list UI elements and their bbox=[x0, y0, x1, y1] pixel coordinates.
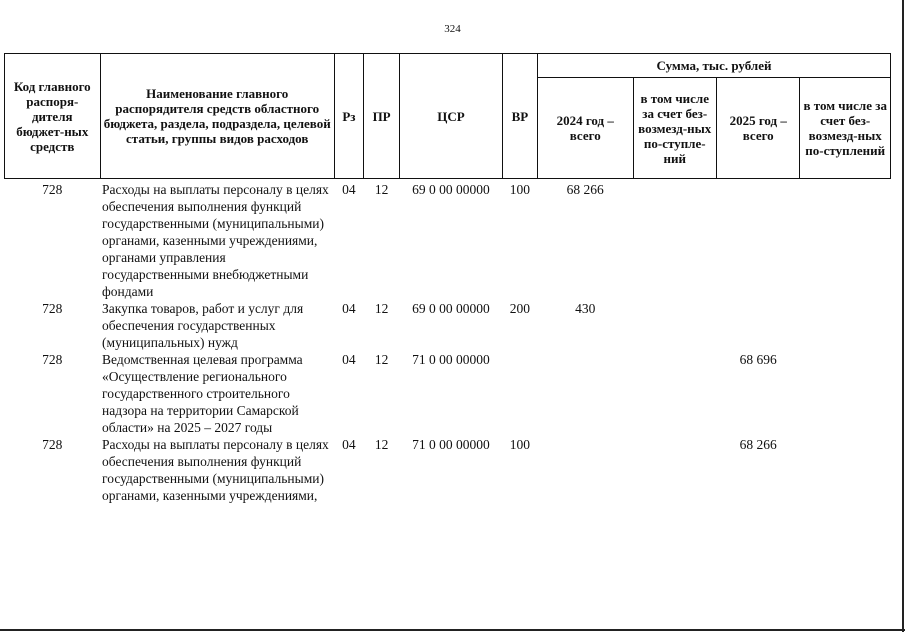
cell-sum-2024-free bbox=[633, 351, 716, 436]
cell-vr: 100 bbox=[509, 437, 530, 452]
cell-name: Закупка товаров, работ и услуг для обеспечения государственных (муниципальных) нужд bbox=[102, 301, 304, 350]
cell-csr: 69 0 00 00000 bbox=[412, 182, 490, 197]
header-vr: ВР bbox=[502, 54, 537, 179]
header-code: Код главного распоря-дителя бюджет-ных средств bbox=[5, 54, 101, 179]
cell-rz: 04 bbox=[342, 437, 356, 452]
cell-vr: 100 bbox=[509, 182, 530, 197]
cell-sum-2025: 68 696 bbox=[739, 352, 777, 367]
cell-sum-2024 bbox=[537, 351, 633, 436]
cell-rz: 04 bbox=[342, 352, 356, 367]
cell-sum-2025-free bbox=[800, 179, 891, 301]
cell-sum-2024 bbox=[537, 436, 633, 504]
table-row bbox=[5, 179, 891, 301]
cell-sum-2025-free bbox=[800, 351, 891, 436]
cell-sum-2025-free bbox=[800, 436, 891, 504]
cell-sum-2025 bbox=[716, 179, 799, 301]
cell-pr: 12 bbox=[374, 301, 389, 316]
page-edge-bottom bbox=[0, 629, 905, 631]
budget-table bbox=[4, 53, 891, 504]
cell-csr: 71 0 00 00000 bbox=[412, 437, 490, 452]
cell-vr: 200 bbox=[509, 301, 530, 316]
cell-sum-2024: 430 bbox=[575, 301, 596, 316]
header-pr: ПР bbox=[364, 54, 400, 179]
table-row bbox=[5, 300, 891, 351]
header-csr: ЦСР bbox=[400, 54, 503, 179]
cell-pr: 12 bbox=[374, 182, 389, 197]
cell-pr: 12 bbox=[374, 437, 389, 452]
header-sum: Сумма, тыс. рублей bbox=[537, 54, 890, 78]
header-rz: Рз bbox=[334, 54, 363, 179]
cell-sum-2024-free bbox=[633, 436, 716, 504]
table-row bbox=[5, 351, 891, 436]
cell-code: 728 bbox=[42, 301, 63, 316]
cell-name: Ведомственная целевая программа «Осуществление регионального государственного строительного надзора на территории Самарской области» на 2025 – 2027 годы bbox=[102, 352, 303, 435]
cell-sum-2025-free bbox=[800, 300, 891, 351]
cell-vr bbox=[502, 351, 537, 436]
cell-code: 728 bbox=[42, 182, 63, 197]
header-sum-2025-free: в том числе за счет без-возмезд-ных по-ступлений bbox=[800, 78, 891, 179]
cell-sum-2024: 68 266 bbox=[566, 182, 604, 197]
table-row bbox=[5, 436, 891, 504]
cell-name: Расходы на выплаты персоналу в целях обеспечения выполнения функций государственными (муниципальными) органами, казенными учреждениями, bbox=[102, 437, 329, 503]
cell-name: Расходы на выплаты персоналу в целях обеспечения выполнения функций государственными (муниципальными) органами, казенными учреждениями, органами управления государственными внебюджетными фондами bbox=[102, 182, 329, 299]
header-sum-2025: 2025 год – всего bbox=[716, 78, 799, 179]
page-number: 324 bbox=[444, 23, 461, 35]
header-sum-2024-free: в том числе за счет без-возмезд-ных по-ступле-ний bbox=[633, 78, 716, 179]
cell-rz: 04 bbox=[342, 182, 356, 197]
cell-csr: 69 0 00 00000 bbox=[412, 301, 490, 316]
header-sum-2024: 2024 год – всего bbox=[537, 78, 633, 179]
header-name: Наименование главного распорядителя средств областного бюджета, раздела, подраздела, целевой статьи, группы видов расходов bbox=[100, 54, 334, 179]
cell-rz: 04 bbox=[342, 301, 356, 316]
cell-code: 728 bbox=[42, 352, 63, 367]
cell-sum-2025 bbox=[716, 300, 799, 351]
page-edge-right bbox=[902, 0, 904, 632]
table-body bbox=[5, 179, 891, 505]
cell-code: 728 bbox=[42, 437, 63, 452]
cell-pr: 12 bbox=[374, 352, 389, 367]
cell-sum-2025: 68 266 bbox=[739, 437, 777, 452]
cell-csr: 71 0 00 00000 bbox=[412, 352, 490, 367]
table-header bbox=[5, 54, 891, 179]
cell-sum-2024-free bbox=[633, 179, 716, 301]
cell-sum-2024-free bbox=[633, 300, 716, 351]
